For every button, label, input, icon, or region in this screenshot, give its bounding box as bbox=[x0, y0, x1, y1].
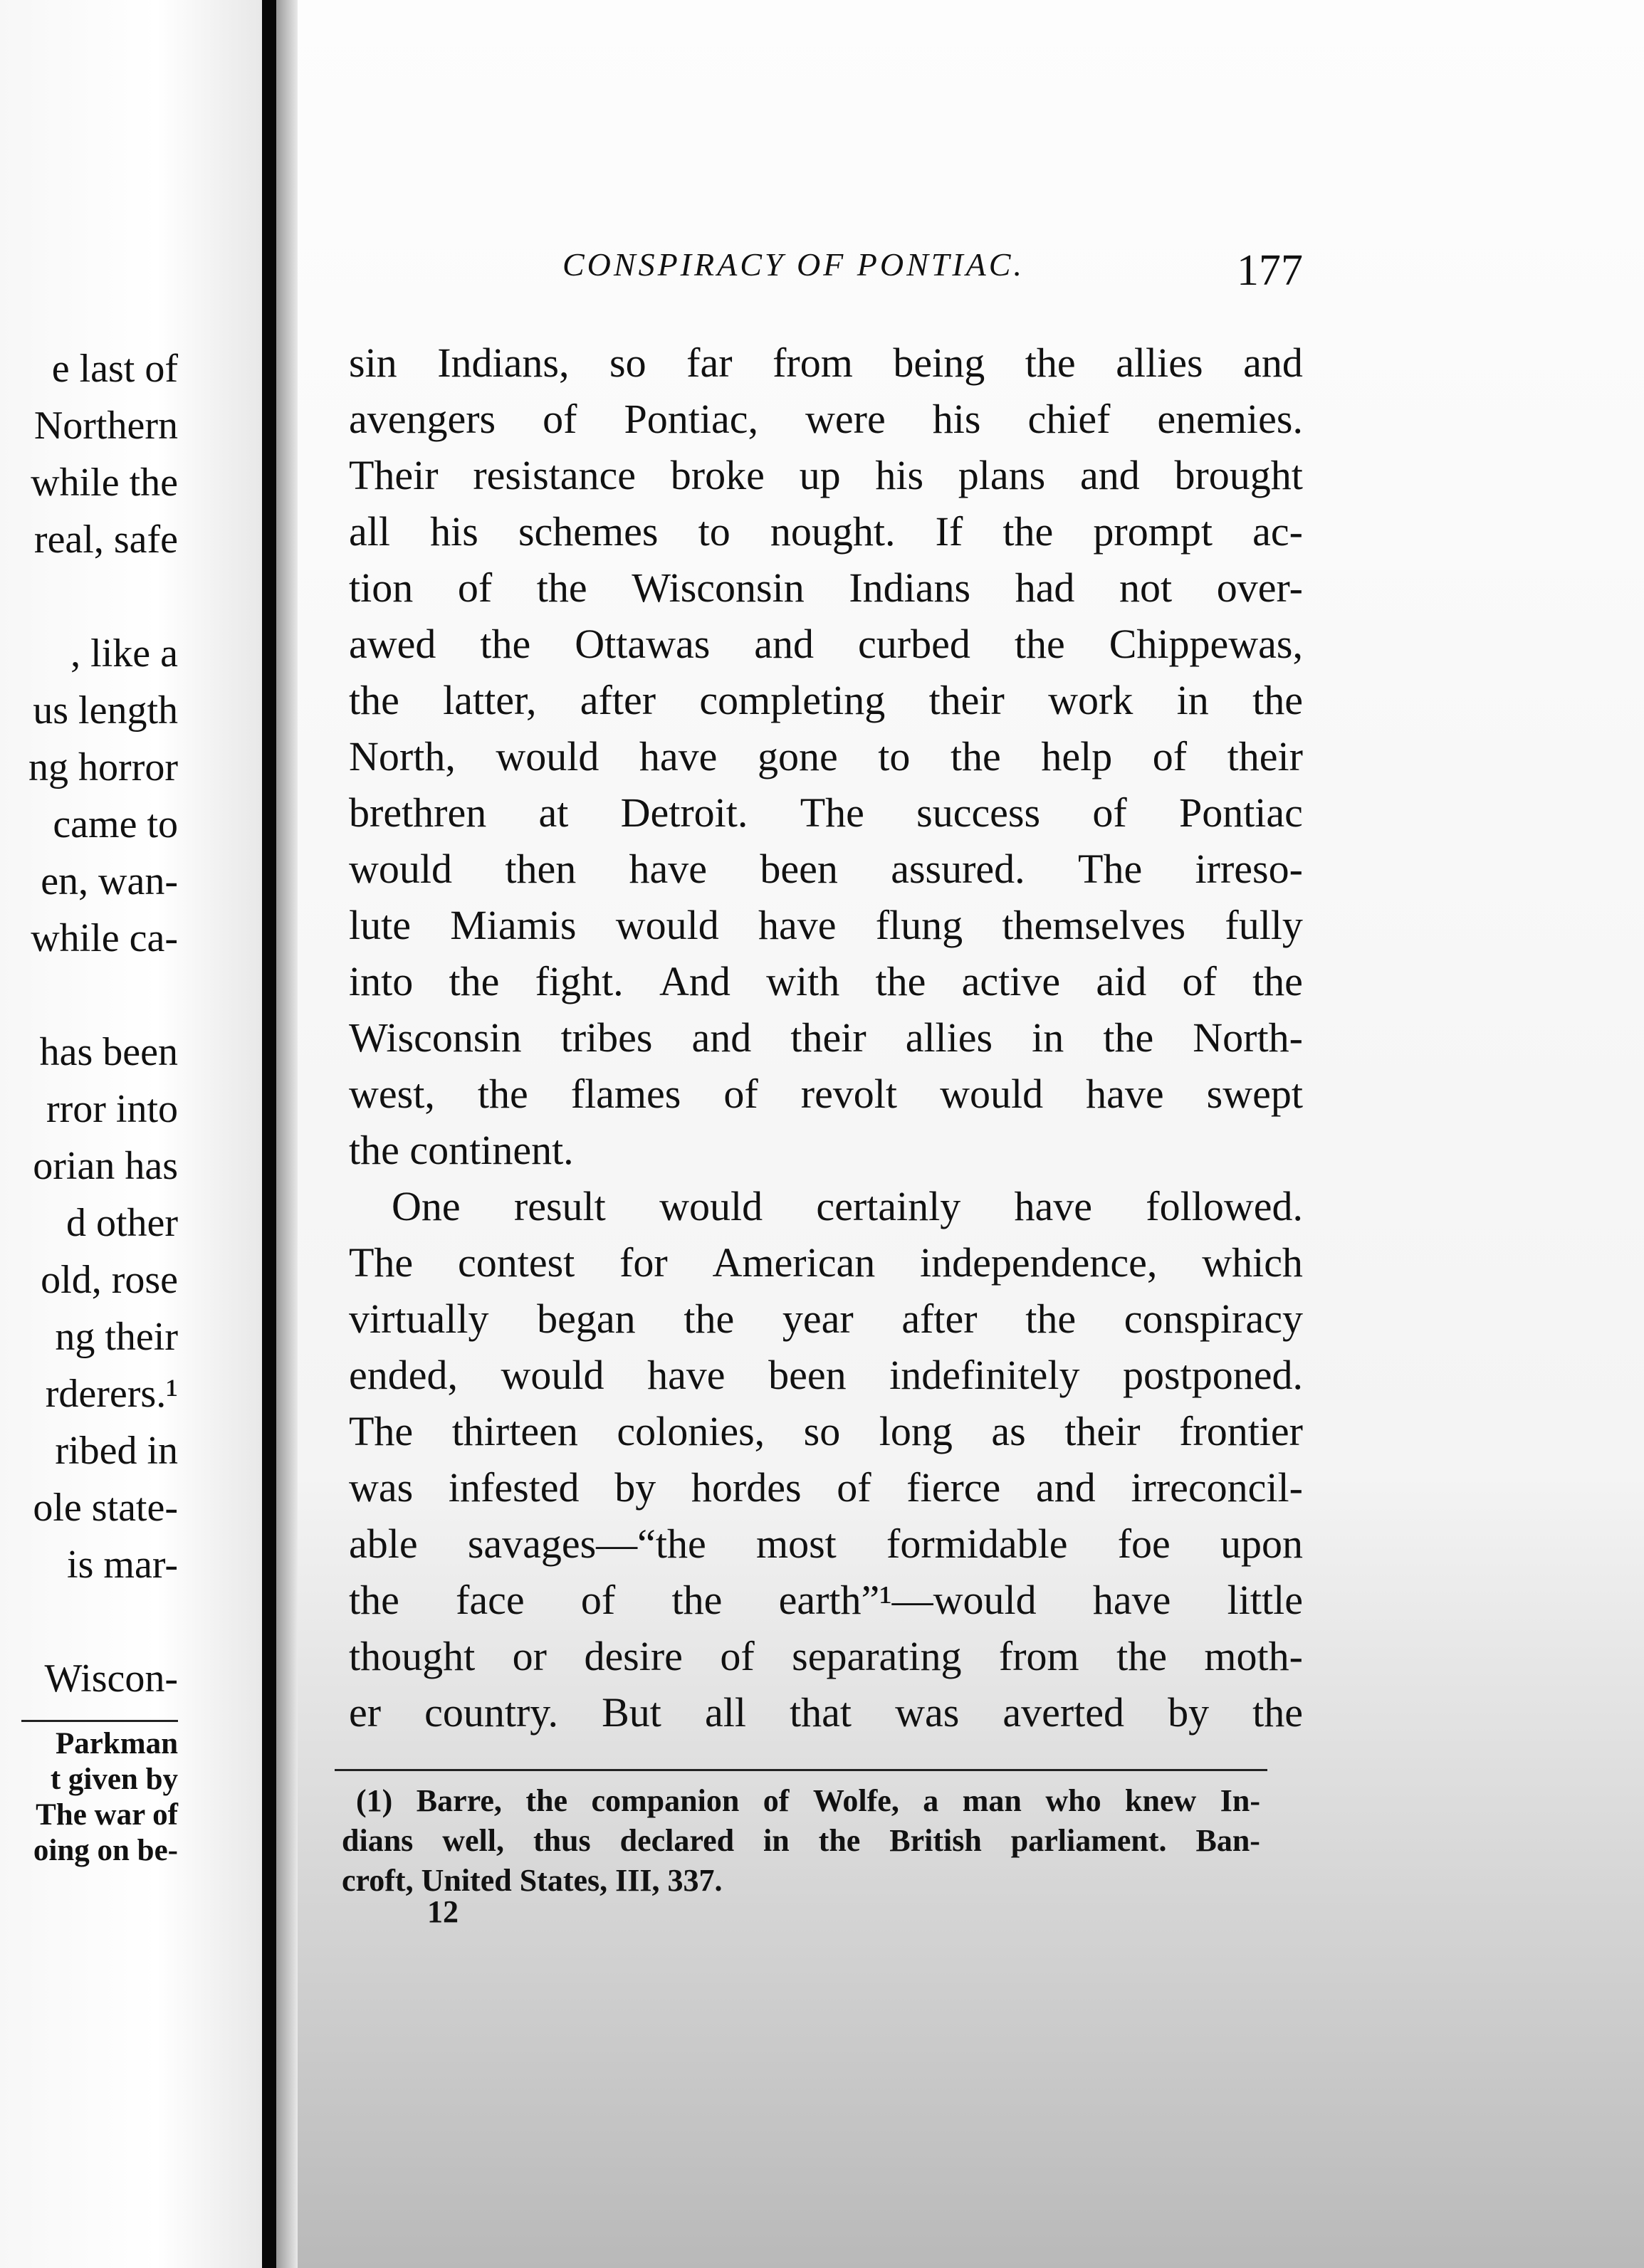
word: would bbox=[349, 846, 452, 892]
footnote bbox=[342, 1781, 1260, 1901]
word: that bbox=[790, 1689, 852, 1736]
word: the bbox=[684, 1296, 735, 1342]
word: active bbox=[961, 958, 1061, 1004]
text-line bbox=[349, 841, 1303, 897]
left-text-line: ng horror bbox=[28, 745, 178, 789]
body-text bbox=[349, 335, 1303, 1741]
word: averted bbox=[1002, 1689, 1124, 1736]
word: infested bbox=[448, 1464, 580, 1511]
word: Detroit. bbox=[620, 789, 748, 836]
word: the bbox=[1252, 677, 1303, 723]
word: of bbox=[1152, 733, 1188, 779]
page-number: 177 bbox=[1237, 246, 1303, 295]
left-text-line: rderers.¹ bbox=[45, 1372, 178, 1416]
left-text-line: while ca- bbox=[31, 916, 178, 960]
word: earth”¹—would bbox=[778, 1577, 1037, 1623]
word: revolt bbox=[800, 1071, 898, 1117]
word: the bbox=[349, 677, 399, 723]
word: after bbox=[901, 1296, 978, 1342]
word: up bbox=[799, 452, 841, 498]
word: Ban- bbox=[1195, 1823, 1260, 1858]
word: savages—“the bbox=[467, 1521, 706, 1567]
word: help bbox=[1041, 733, 1113, 779]
word: flung bbox=[875, 902, 963, 948]
word: The bbox=[800, 789, 864, 836]
word: irreso- bbox=[1195, 846, 1303, 892]
word: Pontiac, bbox=[624, 396, 758, 442]
word: have bbox=[758, 902, 837, 948]
text-line bbox=[349, 953, 1303, 1009]
word: tion bbox=[349, 565, 414, 611]
word: by bbox=[1168, 1689, 1210, 1736]
text-line bbox=[349, 1628, 1303, 1684]
word: the bbox=[1103, 1014, 1154, 1061]
word: his bbox=[932, 396, 981, 442]
word: who bbox=[1045, 1783, 1101, 1818]
word: contest bbox=[457, 1239, 575, 1286]
word: were bbox=[805, 396, 886, 442]
word: allies bbox=[905, 1014, 993, 1061]
word: would bbox=[940, 1071, 1044, 1117]
word: tribes bbox=[560, 1014, 653, 1061]
word: completing bbox=[699, 677, 886, 723]
word: The bbox=[349, 1408, 414, 1454]
text-line bbox=[349, 391, 1303, 447]
word: ended, bbox=[349, 1352, 458, 1398]
left-paragraph-gap bbox=[0, 1593, 178, 1650]
word: lute bbox=[349, 902, 411, 948]
word: his bbox=[875, 452, 924, 498]
word: dians bbox=[342, 1823, 414, 1858]
word: fully bbox=[1225, 902, 1303, 948]
text-line: the continent. bbox=[349, 1127, 574, 1173]
word: of bbox=[457, 565, 493, 611]
text-line bbox=[349, 335, 1303, 391]
word: little bbox=[1227, 1577, 1303, 1623]
word: thirteen bbox=[451, 1408, 578, 1454]
word: have bbox=[1014, 1183, 1093, 1229]
word: enemies. bbox=[1157, 396, 1303, 442]
text-line bbox=[349, 560, 1303, 616]
word: moth- bbox=[1204, 1633, 1303, 1679]
word: have bbox=[1092, 1577, 1171, 1623]
word: postponed. bbox=[1123, 1352, 1303, 1398]
word: latter, bbox=[443, 677, 537, 723]
left-text-line: is mar- bbox=[67, 1543, 178, 1587]
left-paragraph-gap bbox=[0, 568, 178, 625]
word: the bbox=[671, 1577, 723, 1623]
word: fight. bbox=[535, 958, 624, 1004]
word: man bbox=[962, 1783, 1022, 1818]
word: result bbox=[513, 1183, 606, 1229]
word: would bbox=[615, 902, 719, 948]
word: sin bbox=[349, 340, 397, 386]
word: or bbox=[512, 1633, 547, 1679]
word: work bbox=[1048, 677, 1133, 723]
word: as bbox=[991, 1408, 1026, 1454]
word: was bbox=[349, 1464, 414, 1511]
word: the bbox=[477, 1071, 528, 1117]
word: long bbox=[879, 1408, 953, 1454]
word: prompt bbox=[1093, 508, 1213, 555]
word: being bbox=[893, 340, 985, 386]
word: and bbox=[691, 1014, 752, 1061]
word: most bbox=[756, 1521, 837, 1567]
word: The bbox=[349, 1239, 414, 1286]
word: have bbox=[629, 846, 708, 892]
book-spine bbox=[262, 0, 276, 2268]
word: Chippewas, bbox=[1109, 621, 1303, 667]
word: the bbox=[818, 1823, 861, 1858]
word: success bbox=[916, 789, 1041, 836]
word: declared bbox=[619, 1823, 735, 1858]
word: in bbox=[1032, 1014, 1064, 1061]
text-line bbox=[349, 1459, 1303, 1516]
left-footnote-line: oing on be- bbox=[33, 1834, 178, 1867]
word: North- bbox=[1193, 1014, 1303, 1061]
word: with bbox=[766, 958, 840, 1004]
word: North, bbox=[349, 733, 456, 779]
word: country. bbox=[424, 1689, 559, 1736]
word: of bbox=[837, 1464, 871, 1511]
left-page bbox=[0, 0, 262, 2268]
left-text-line: ng their bbox=[55, 1315, 178, 1359]
text-line bbox=[349, 1066, 1303, 1122]
word: flames bbox=[570, 1071, 681, 1117]
word: face bbox=[456, 1577, 525, 1623]
word: And bbox=[659, 958, 731, 1004]
word: the bbox=[875, 958, 926, 1004]
left-text-line: ribed in bbox=[55, 1429, 178, 1473]
word: gone bbox=[757, 733, 838, 779]
word: to bbox=[878, 733, 911, 779]
footnote-rule bbox=[335, 1769, 1267, 1771]
word: broke bbox=[670, 452, 765, 498]
word: the bbox=[1252, 958, 1303, 1004]
left-footnote-rule bbox=[21, 1720, 178, 1722]
left-text-line: real, safe bbox=[33, 518, 178, 562]
word: have bbox=[647, 1352, 726, 1398]
word: knew bbox=[1125, 1783, 1197, 1818]
word: parliament. bbox=[1010, 1823, 1167, 1858]
left-footnote-line: Parkman bbox=[56, 1727, 178, 1760]
word: have bbox=[1086, 1071, 1164, 1117]
word: their bbox=[1227, 733, 1303, 779]
word: been bbox=[760, 846, 838, 892]
word: the bbox=[480, 621, 531, 667]
word: American bbox=[712, 1239, 876, 1286]
word: from bbox=[773, 340, 853, 386]
text-line bbox=[349, 1516, 1303, 1572]
footnote-line bbox=[342, 1821, 1260, 1861]
word: been bbox=[768, 1352, 847, 1398]
word: over- bbox=[1216, 565, 1303, 611]
word: the bbox=[349, 1577, 399, 1623]
left-text-line: , like a bbox=[70, 631, 178, 676]
word: virtually bbox=[349, 1296, 489, 1342]
word: their bbox=[790, 1014, 866, 1061]
left-footnote-line: t given by bbox=[50, 1763, 178, 1796]
word: his bbox=[430, 508, 478, 555]
left-text-line: rror into bbox=[46, 1087, 178, 1131]
word: plans bbox=[958, 452, 1046, 498]
signature-mark: 12 bbox=[427, 1894, 459, 1929]
word: resistance bbox=[473, 452, 637, 498]
left-text-line: Northern bbox=[33, 404, 178, 448]
left-text-line: d other bbox=[66, 1201, 178, 1245]
page-gutter-shadow bbox=[276, 0, 298, 2268]
word: the bbox=[449, 958, 500, 1004]
text-line bbox=[349, 1347, 1303, 1403]
word: avengers bbox=[349, 396, 496, 442]
word: aid bbox=[1096, 958, 1147, 1004]
word: foe bbox=[1117, 1521, 1171, 1567]
footnote-line: croft, United States, III, 337. bbox=[342, 1863, 723, 1898]
left-text-line: us length bbox=[33, 688, 178, 733]
left-text-line: came to bbox=[53, 802, 178, 846]
word: of bbox=[720, 1633, 755, 1679]
word: Wolfe, bbox=[812, 1783, 899, 1818]
left-text-line: has been bbox=[39, 1030, 178, 1074]
word: year bbox=[782, 1296, 854, 1342]
word: colonies, bbox=[617, 1408, 765, 1454]
word: the bbox=[1002, 508, 1054, 555]
word: of bbox=[1182, 958, 1217, 1004]
word: their bbox=[928, 677, 1005, 723]
word: upon bbox=[1220, 1521, 1303, 1567]
left-text-line: Wiscon- bbox=[44, 1657, 178, 1701]
text-line bbox=[349, 728, 1303, 784]
word: Their bbox=[349, 452, 439, 498]
word: Wisconsin bbox=[349, 1014, 522, 1061]
word: In- bbox=[1220, 1783, 1260, 1818]
word: of bbox=[723, 1071, 758, 1117]
word: (1) bbox=[356, 1783, 393, 1818]
word: all bbox=[704, 1689, 746, 1736]
word: themselves bbox=[1002, 902, 1186, 948]
left-footnote-line: The war of bbox=[36, 1798, 178, 1832]
left-paragraph-gap bbox=[0, 967, 178, 1024]
word: the bbox=[1025, 1296, 1077, 1342]
word: conspiracy bbox=[1124, 1296, 1303, 1342]
word: Miamis bbox=[450, 902, 577, 948]
word: the bbox=[1025, 340, 1076, 386]
word: and bbox=[1035, 1464, 1096, 1511]
word: have bbox=[639, 733, 718, 779]
word: by bbox=[614, 1464, 656, 1511]
word: If bbox=[935, 508, 963, 555]
word: Barre, bbox=[416, 1783, 502, 1818]
word: One bbox=[392, 1183, 461, 1229]
word: well, bbox=[442, 1823, 504, 1858]
word: followed. bbox=[1146, 1183, 1303, 1229]
left-text-line: orian has bbox=[33, 1144, 178, 1188]
text-line bbox=[349, 1403, 1303, 1459]
word: nought. bbox=[770, 508, 896, 555]
word: then bbox=[505, 846, 577, 892]
left-text-line: ole state- bbox=[33, 1486, 178, 1530]
text-line bbox=[349, 1572, 1303, 1628]
word: was bbox=[895, 1689, 960, 1736]
word: which bbox=[1202, 1239, 1303, 1286]
word: companion bbox=[591, 1783, 740, 1818]
left-text-line: while the bbox=[31, 461, 178, 505]
word: irreconcil- bbox=[1131, 1464, 1303, 1511]
word: chief bbox=[1027, 396, 1111, 442]
word: so bbox=[803, 1408, 841, 1454]
word: brought bbox=[1174, 452, 1303, 498]
text-line bbox=[349, 1234, 1303, 1291]
word: ac- bbox=[1252, 508, 1303, 555]
word: fierce bbox=[906, 1464, 1001, 1511]
text-line bbox=[349, 616, 1303, 672]
word: Pontiac bbox=[1178, 789, 1303, 836]
word: far bbox=[686, 340, 733, 386]
word: certainly bbox=[816, 1183, 961, 1229]
left-page-text bbox=[0, 340, 178, 1869]
word: swept bbox=[1206, 1071, 1303, 1117]
word: so bbox=[609, 340, 646, 386]
word: to bbox=[698, 508, 731, 555]
word: Indians, bbox=[437, 340, 570, 386]
left-text-line: e last of bbox=[51, 347, 178, 391]
word: a bbox=[923, 1783, 939, 1818]
word: thought bbox=[349, 1633, 476, 1679]
word: But bbox=[602, 1689, 661, 1736]
word: thus bbox=[533, 1823, 591, 1858]
word: for bbox=[619, 1239, 668, 1286]
word: Wisconsin bbox=[632, 565, 805, 611]
word: desire bbox=[584, 1633, 683, 1679]
word: formidable bbox=[886, 1521, 1068, 1567]
word: assured. bbox=[891, 846, 1025, 892]
word: allies bbox=[1116, 340, 1203, 386]
word: separating bbox=[792, 1633, 962, 1679]
word: frontier bbox=[1179, 1408, 1303, 1454]
word: Indians bbox=[849, 565, 971, 611]
word: and bbox=[1079, 452, 1140, 498]
word: brethren bbox=[349, 789, 487, 836]
word: of bbox=[543, 396, 577, 442]
text-line bbox=[349, 1291, 1303, 1347]
footnote-line bbox=[342, 1781, 1260, 1821]
word: of bbox=[580, 1577, 616, 1623]
word: not bbox=[1119, 565, 1173, 611]
word: after bbox=[580, 677, 656, 723]
word: Ottawas bbox=[575, 621, 711, 667]
word: all bbox=[349, 508, 390, 555]
word: at bbox=[538, 789, 569, 836]
text-line bbox=[349, 447, 1303, 503]
word: would bbox=[501, 1352, 604, 1398]
text-line bbox=[349, 1684, 1303, 1741]
left-text-line: en, wan- bbox=[41, 859, 178, 903]
word: the bbox=[950, 733, 1001, 779]
word: of bbox=[1092, 789, 1127, 836]
word: The bbox=[1078, 846, 1143, 892]
word: in bbox=[763, 1823, 790, 1858]
word: the bbox=[525, 1783, 568, 1818]
word: began bbox=[537, 1296, 636, 1342]
word: had bbox=[1015, 565, 1075, 611]
word: British bbox=[889, 1823, 982, 1858]
word: independence, bbox=[920, 1239, 1158, 1286]
text-line bbox=[349, 1178, 1303, 1234]
word: and bbox=[1243, 340, 1303, 386]
word: the bbox=[536, 565, 587, 611]
word: would bbox=[496, 733, 600, 779]
word: their bbox=[1064, 1408, 1141, 1454]
word: er bbox=[349, 1689, 382, 1736]
text-line bbox=[349, 897, 1303, 953]
word: west, bbox=[349, 1071, 435, 1117]
left-text-line: old, rose bbox=[41, 1258, 178, 1302]
word: the bbox=[1116, 1633, 1167, 1679]
word: hordes bbox=[691, 1464, 802, 1511]
word: schemes bbox=[518, 508, 659, 555]
word: indefinitely bbox=[889, 1352, 1080, 1398]
word: of bbox=[763, 1783, 790, 1818]
word: curbed bbox=[858, 621, 970, 667]
word: able bbox=[349, 1521, 418, 1567]
word: into bbox=[349, 958, 414, 1004]
word: and bbox=[754, 621, 815, 667]
text-line bbox=[349, 503, 1303, 560]
word: from bbox=[998, 1633, 1079, 1679]
word: in bbox=[1176, 677, 1209, 723]
word: the bbox=[1014, 621, 1065, 667]
text-line bbox=[349, 1009, 1303, 1066]
word: the bbox=[1252, 1689, 1303, 1736]
word: awed bbox=[349, 621, 436, 667]
word: would bbox=[659, 1183, 763, 1229]
text-line bbox=[349, 784, 1303, 841]
text-line bbox=[349, 672, 1303, 728]
running-head: CONSPIRACY OF PONTIAC. bbox=[562, 246, 1025, 283]
